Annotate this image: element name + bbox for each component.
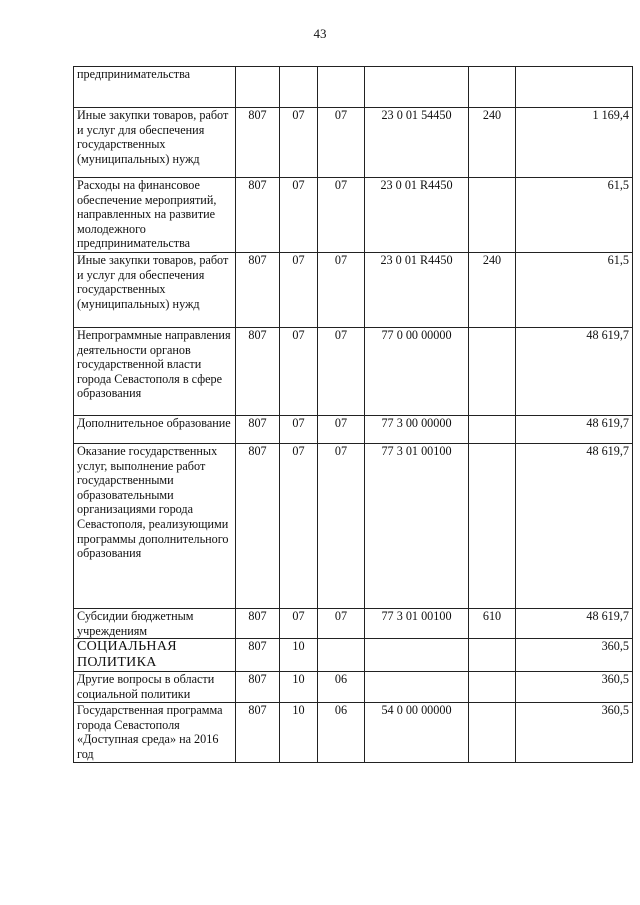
row-amount: 48 619,7 bbox=[516, 444, 633, 609]
row-subsection-code bbox=[318, 639, 365, 672]
row-amount bbox=[516, 67, 633, 108]
row-subsection-code: 07 bbox=[318, 609, 365, 639]
table-row bbox=[74, 67, 633, 108]
row-ministry-code: 807 bbox=[236, 639, 280, 672]
row-name: Субсидии бюджетным учреждениям bbox=[74, 609, 236, 639]
budget-table bbox=[73, 66, 633, 763]
row-subsection-code: 06 bbox=[318, 672, 365, 703]
row-amount: 48 619,7 bbox=[516, 328, 633, 416]
table-row bbox=[74, 253, 633, 328]
row-section-code: 07 bbox=[280, 444, 318, 609]
row-target-code: 77 3 01 00100 bbox=[365, 609, 469, 639]
row-ministry-code: 807 bbox=[236, 108, 280, 178]
row-expense-type-code bbox=[469, 67, 516, 108]
row-ministry-code: 807 bbox=[236, 609, 280, 639]
row-ministry-code bbox=[236, 67, 280, 108]
row-expense-type-code bbox=[469, 672, 516, 703]
row-ministry-code: 807 bbox=[236, 178, 280, 253]
table-row bbox=[74, 609, 633, 639]
row-section-code: 07 bbox=[280, 609, 318, 639]
row-ministry-code: 807 bbox=[236, 416, 280, 444]
row-subsection-code bbox=[318, 67, 365, 108]
row-amount: 360,5 bbox=[516, 639, 633, 672]
row-subsection-code: 06 bbox=[318, 703, 365, 762]
row-section-code: 07 bbox=[280, 328, 318, 416]
row-expense-type-code bbox=[469, 328, 516, 416]
row-section-code: 10 bbox=[280, 639, 318, 672]
row-name: Государственная программа города Севастополя «Доступная среда» на 2016 год bbox=[74, 703, 236, 762]
row-ministry-code: 807 bbox=[236, 328, 280, 416]
table-row bbox=[74, 703, 633, 762]
row-expense-type-code bbox=[469, 703, 516, 762]
row-ministry-code: 807 bbox=[236, 444, 280, 609]
row-name: Другие вопросы в области социальной политики bbox=[74, 672, 236, 703]
row-subsection-code: 07 bbox=[318, 444, 365, 609]
row-section-code: 07 bbox=[280, 178, 318, 253]
row-section-code bbox=[280, 67, 318, 108]
row-target-code bbox=[365, 639, 469, 672]
row-subsection-code: 07 bbox=[318, 108, 365, 178]
row-target-code: 77 3 01 00100 bbox=[365, 444, 469, 609]
row-subsection-code: 07 bbox=[318, 328, 365, 416]
table-row bbox=[74, 416, 633, 444]
row-ministry-code: 807 bbox=[236, 253, 280, 328]
row-name: предпринимательства bbox=[74, 67, 236, 108]
row-section-code: 07 bbox=[280, 108, 318, 178]
row-target-code: 23 0 01 R4450 bbox=[365, 253, 469, 328]
row-ministry-code: 807 bbox=[236, 672, 280, 703]
row-expense-type-code bbox=[469, 639, 516, 672]
row-subsection-code: 07 bbox=[318, 178, 365, 253]
row-ministry-code: 807 bbox=[236, 703, 280, 762]
row-subsection-code: 07 bbox=[318, 416, 365, 444]
table-row bbox=[74, 672, 633, 703]
row-target-code: 54 0 00 00000 bbox=[365, 703, 469, 762]
row-target-code: 23 0 01 R4450 bbox=[365, 178, 469, 253]
row-expense-type-code: 240 bbox=[469, 253, 516, 328]
row-section-code: 10 bbox=[280, 703, 318, 762]
row-section-code: 07 bbox=[280, 416, 318, 444]
table-row bbox=[74, 108, 633, 178]
row-name: Дополнительное образование bbox=[74, 416, 236, 444]
table-row bbox=[74, 178, 633, 253]
row-name: Иные закупки товаров, работ и услуг для обеспечения государственных (муниципальных) нужд bbox=[74, 108, 236, 178]
row-target-code bbox=[365, 67, 469, 108]
row-amount: 360,5 bbox=[516, 703, 633, 762]
row-name: Расходы на финансовое обеспечение мероприятий, направленных на развитие молодежного предпринимательства bbox=[74, 178, 236, 253]
row-target-code: 23 0 01 54450 bbox=[365, 108, 469, 178]
row-expense-type-code bbox=[469, 416, 516, 444]
row-expense-type-code: 610 bbox=[469, 609, 516, 639]
row-target-code: 77 3 00 00000 bbox=[365, 416, 469, 444]
row-amount: 48 619,7 bbox=[516, 416, 633, 444]
row-section-code: 10 bbox=[280, 672, 318, 703]
row-expense-type-code: 240 bbox=[469, 108, 516, 178]
page-number: 43 bbox=[313, 26, 327, 41]
row-amount: 360,5 bbox=[516, 672, 633, 703]
table-row bbox=[74, 639, 633, 672]
row-name: Непрограммные направления деятельности органов государственной власти города Севастополя в сфере образования bbox=[74, 328, 236, 416]
row-name: Иные закупки товаров, работ и услуг для обеспечения государственных (муниципальных) нужд bbox=[74, 253, 236, 328]
row-amount: 48 619,7 bbox=[516, 609, 633, 639]
row-amount: 61,5 bbox=[516, 253, 633, 328]
row-amount: 61,5 bbox=[516, 178, 633, 253]
row-target-code: 77 0 00 00000 bbox=[365, 328, 469, 416]
table-row bbox=[74, 444, 633, 609]
row-expense-type-code bbox=[469, 444, 516, 609]
row-amount: 1 169,4 bbox=[516, 108, 633, 178]
row-section-code: 07 bbox=[280, 253, 318, 328]
row-subsection-code: 07 bbox=[318, 253, 365, 328]
row-name: Оказание государственных услуг, выполнение работ государственными образовательными организациями города Севастополя, реализующими программы дополнительного образования bbox=[74, 444, 236, 609]
row-name: СОЦИАЛЬНАЯ ПОЛИТИКА bbox=[74, 639, 236, 672]
row-target-code bbox=[365, 672, 469, 703]
row-expense-type-code bbox=[469, 178, 516, 253]
table-row bbox=[74, 328, 633, 416]
